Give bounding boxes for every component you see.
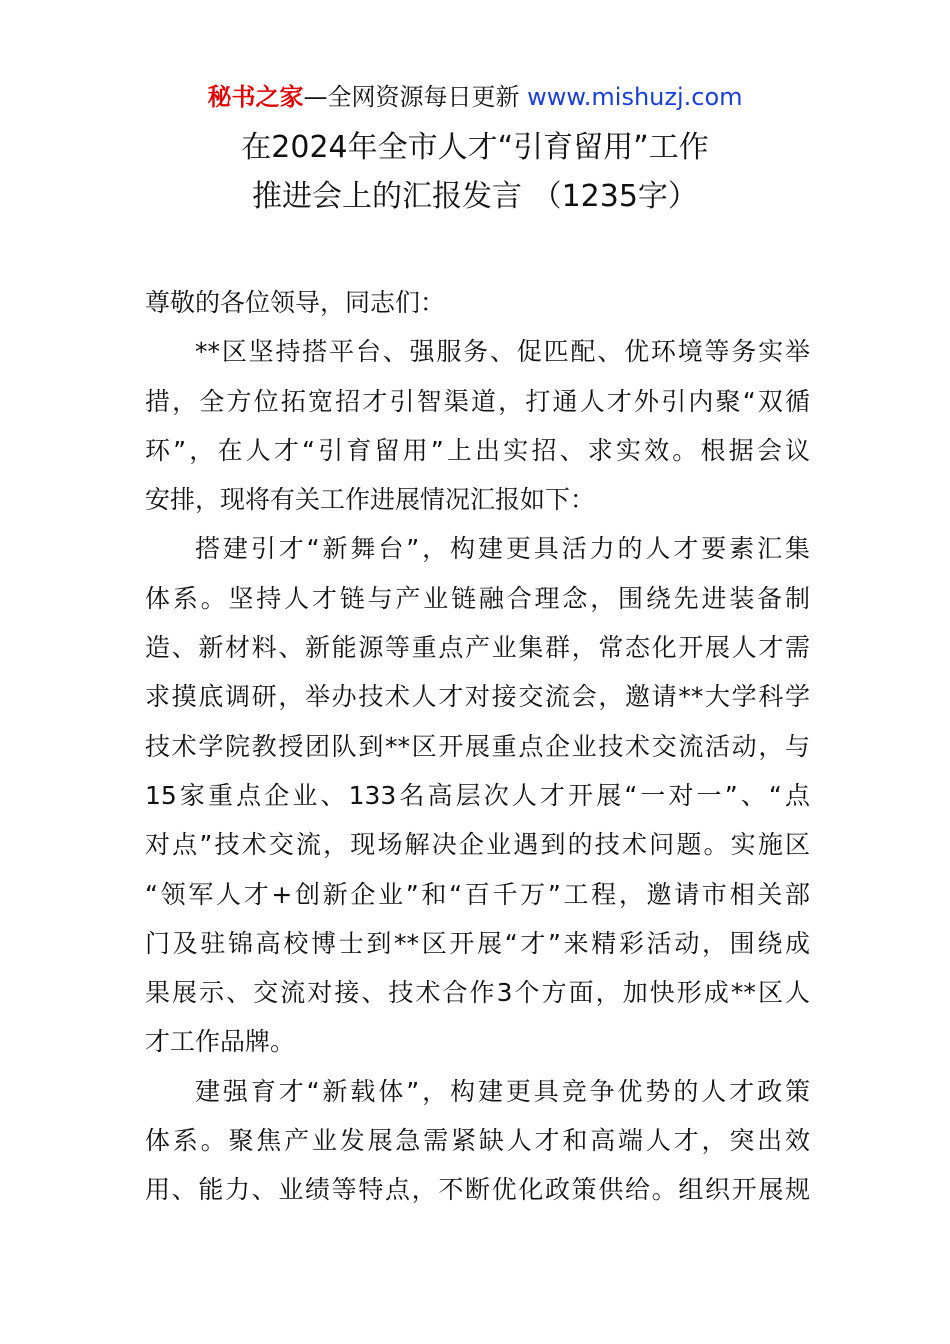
body-line: 体系。坚持人才链与产业链融合理念，围绕先进装备制 xyxy=(145,583,810,613)
body-line: 环”，在人才“引育留用”上出实招、求实效。根据会议 xyxy=(145,435,810,465)
site-brand: 秘书之家 xyxy=(207,83,304,111)
body-line: 用、能力、业绩等特点，不断优化政策供给。组织开展规 xyxy=(145,1175,810,1205)
body-line: 才工作品牌。 xyxy=(145,1027,296,1057)
body-line: 造、新材料、新能源等重点产业集群，常态化开展人才需 xyxy=(145,633,810,663)
body-line: 对点”技术交流，现场解决企业遇到的技术问题。实施区 xyxy=(145,830,810,860)
body-line: 体系。聚焦产业发展急需紧缺人才和高端人才，突出效 xyxy=(145,1126,810,1156)
body-line: 技术学院教授团队到**区开展重点企业技术交流活动，与 xyxy=(145,731,810,761)
document-title-line-2: 推进会上的汇报发言 （1235字） xyxy=(252,179,698,214)
body-line: 安排，现将有关工作进展情况汇报如下： xyxy=(145,485,596,515)
body-line: “领军人才+创新企业”和“百千万”工程，邀请市相关部 xyxy=(145,879,810,909)
salutation: 尊敬的各位领导，同志们： xyxy=(145,288,446,317)
body-line: 措，全方位拓宽招才引智渠道，打通人才外引内聚“双循 xyxy=(145,386,810,416)
document-title-line-1: 在2024年全市人才“引育留用”工作 xyxy=(241,130,709,165)
body-line: 求摸底调研，举办技术人才对接交流会，邀请**大学科学 xyxy=(145,682,810,712)
body-line: 15家重点企业、133名高层次人才开展“一对一”、“点 xyxy=(145,780,810,810)
body-line: 搭建引才“新舞台”，构建更具活力的人才要素汇集 xyxy=(195,534,810,564)
body-line: 建强育才“新载体”，构建更具竞争优势的人才政策 xyxy=(195,1076,810,1106)
site-url-link[interactable]: www.mishuzj.com xyxy=(527,83,743,111)
site-header xyxy=(0,80,950,114)
site-tagline: —全网资源每日更新 xyxy=(303,83,528,111)
body-line: 果展示、交流对接、技术合作3个方面，加快形成**区人 xyxy=(145,978,810,1008)
body-line: **区坚持搭平台、强服务、促匹配、优环境等务实举 xyxy=(195,337,810,367)
document-body xyxy=(145,278,810,1215)
body-line: 门及驻锦高校博士到**区开展“才”来精彩活动，围绕成 xyxy=(145,928,810,958)
